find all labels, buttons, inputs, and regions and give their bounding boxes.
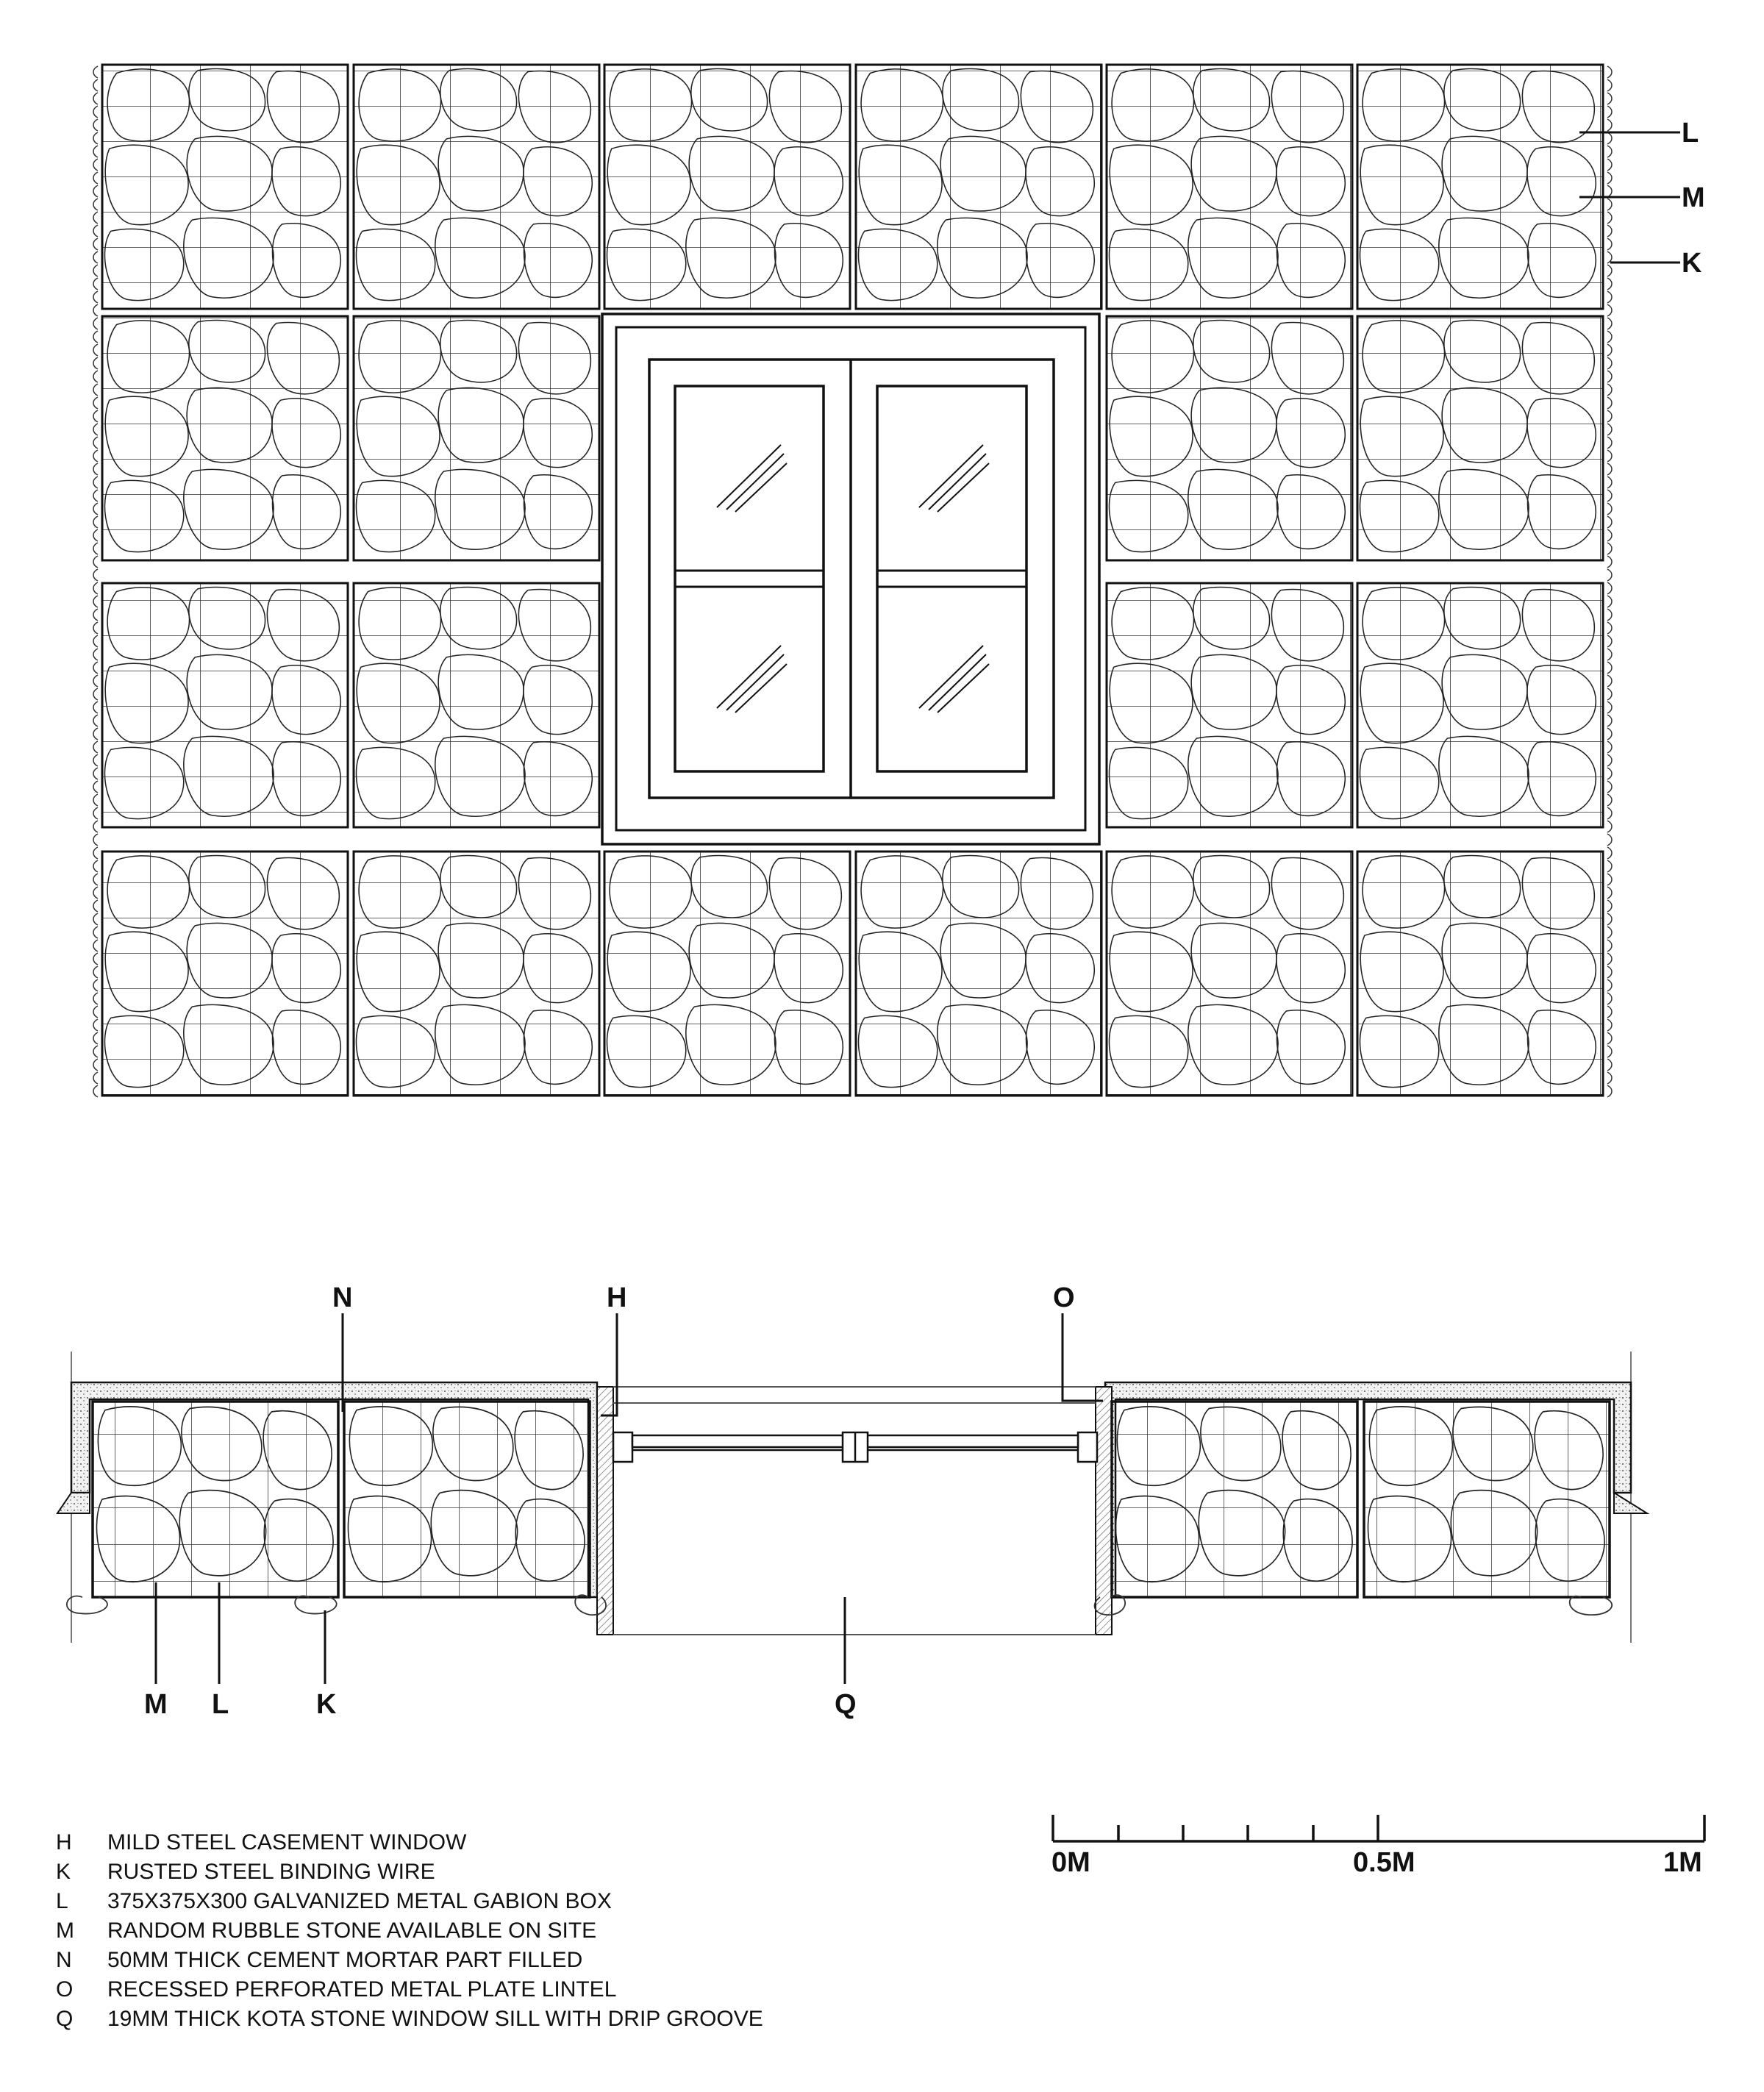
gabion-box — [1107, 316, 1352, 560]
gabion-box — [1357, 583, 1603, 827]
gabion-box — [604, 852, 850, 1096]
gabion-box — [102, 583, 348, 827]
callout-k: K — [1682, 248, 1702, 279]
legend-item — [56, 1975, 763, 2004]
section-gabion-box — [1112, 1402, 1357, 1597]
gabion-box — [102, 316, 348, 560]
scale-label-0: 0M — [1051, 1847, 1090, 1878]
gabion-box — [354, 583, 599, 827]
legend-desc: RUSTED STEEL BINDING WIRE — [107, 1860, 435, 1884]
gabion-box — [102, 65, 348, 309]
legend-item — [56, 2004, 763, 2034]
legend-key: K — [56, 1860, 71, 1884]
callout-q: Q — [835, 1689, 857, 1720]
legend-desc: 375X375X300 GALVANIZED METAL GABION BOX — [107, 1889, 612, 1913]
gabion-box — [604, 65, 850, 309]
section-gabion-box — [1364, 1402, 1610, 1597]
callout-m: M — [1682, 182, 1705, 213]
gabion-box — [354, 65, 599, 309]
legend-item — [56, 1946, 763, 1975]
scale-bar — [1053, 1815, 1704, 1841]
callout-m-section: M — [144, 1689, 168, 1720]
gabion-box — [1107, 852, 1352, 1096]
gabion-box — [1357, 65, 1603, 309]
section-view — [57, 1282, 1647, 1720]
gabion-box — [102, 852, 348, 1096]
legend-item — [56, 1916, 763, 1946]
legend — [56, 1828, 763, 2034]
legend-key: H — [56, 1830, 72, 1854]
gabion-box — [1357, 852, 1603, 1096]
casement-window — [602, 314, 1099, 844]
legend-desc: MILD STEEL CASEMENT WINDOW — [107, 1830, 467, 1854]
gabion-box — [1357, 316, 1603, 560]
scale-label-half: 0.5M — [1353, 1847, 1415, 1878]
callout-l: L — [1682, 118, 1699, 149]
gabion-box — [354, 316, 599, 560]
callout-k-section: K — [316, 1689, 337, 1720]
gabion-box — [354, 852, 599, 1096]
callout-h: H — [607, 1282, 627, 1313]
legend-desc: RANDOM RUBBLE STONE AVAILABLE ON SITE — [107, 1918, 597, 1943]
legend-key: M — [56, 1918, 74, 1943]
legend-desc: 50MM THICK CEMENT MORTAR PART FILLED — [107, 1948, 583, 1972]
gabion-box — [856, 65, 1101, 309]
legend-item — [56, 1828, 763, 1857]
callout-o: O — [1053, 1282, 1075, 1313]
legend-desc: RECESSED PERFORATED METAL PLATE LINTEL — [107, 1977, 617, 2002]
window-frame-plan — [613, 1432, 1097, 1462]
legend-item — [56, 1857, 763, 1887]
callout-n: N — [332, 1282, 353, 1313]
section-gabion-box — [344, 1402, 590, 1597]
legend-key: O — [56, 1977, 74, 2002]
elevation-view — [93, 65, 1705, 1097]
legend-key: Q — [56, 2007, 74, 2031]
gabion-box — [1107, 583, 1352, 827]
legend-key: N — [56, 1948, 72, 1972]
gabion-box — [1107, 65, 1352, 309]
callout-l-section: L — [212, 1689, 229, 1720]
gabion-box — [856, 852, 1101, 1096]
legend-desc: 19MM THICK KOTA STONE WINDOW SILL WITH DRIP GROOVE — [107, 2007, 763, 2031]
scale-label-1: 1M — [1663, 1847, 1702, 1878]
section-gabion-boxes — [93, 1402, 1610, 1597]
legend-key: L — [56, 1889, 68, 1913]
section-gabion-box — [93, 1402, 338, 1597]
legend-item — [56, 1887, 763, 1916]
